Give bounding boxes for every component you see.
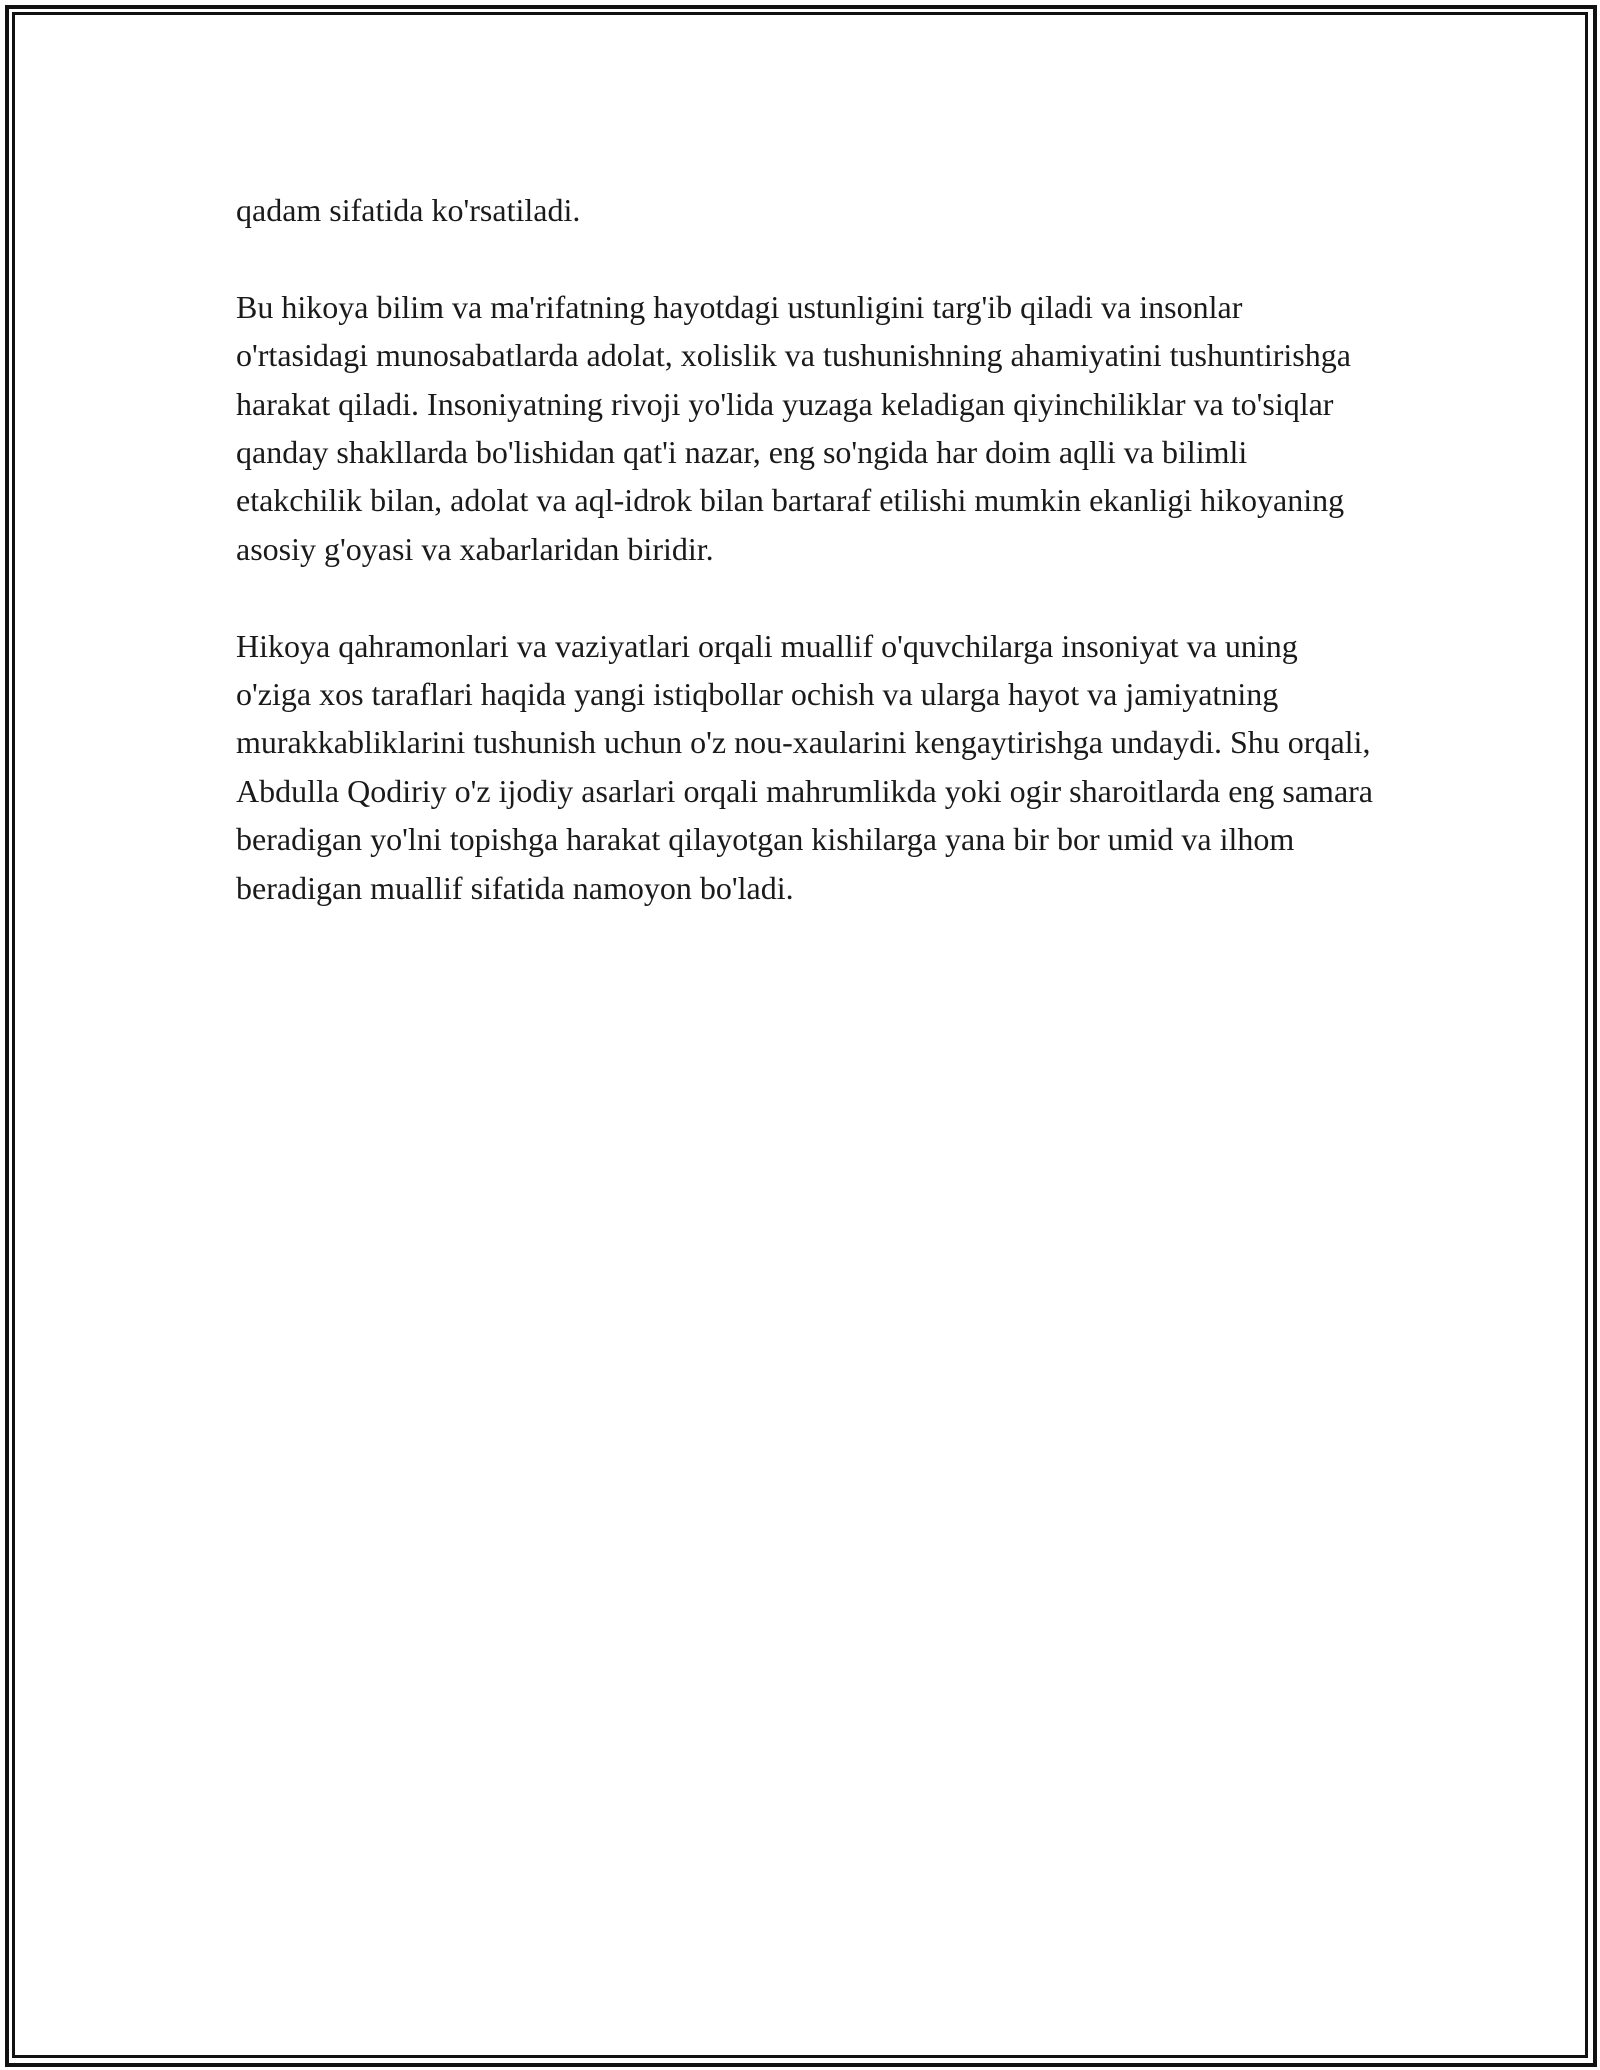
document-body	[236, 186, 1376, 912]
paragraph-continuation: qadam sifatida ko'rsatiladi.	[236, 192, 581, 228]
paragraph-knowledge-theme: Bu hikoya bilim va ma'rifatning hayotdagi ustunligini targ'ib qiladi va insonlar o'rtasidagi munosabatlarda adolat, xolislik va tushunishning ahamiyatini tushuntirishga harakat qiladi. Insoniyatning rivoji yo'lida yuzaga keladigan qiyinchiliklar va to'siqlar qanday shakllarda bo'lishidan qat'i nazar, eng so'ngida har doim aqlli va bilimli etakchilik bilan, adolat va aql-idrok bilan bartaraf etilishi mumkin ekanligi hikoyaning asosiy g'oyasi va xabarlaridan biridir.	[236, 288, 1351, 567]
paragraph-author-message: Hikoya qahramonlari va vaziyatlari orqali muallif o'quvchilarga insoniyat va uning o'ziga xos taraflari haqida yangi istiqbollar ochish va ularga hayot va jamiyatning murakkabliklarini tushunish uchun o'z nou-xaularini kengaytirishga undaydi. Shu orqali, Abdulla Qodiriy o'z ijodiy asarlari orqali mahrumlikda yoki ogir sharoitlarda eng samara beradigan yo'lni topishga harakat qilayotgan kishilarga yana bir bor umid va ilhom beradigan muallif sifatida namoyon bo'ladi.	[236, 627, 1373, 906]
